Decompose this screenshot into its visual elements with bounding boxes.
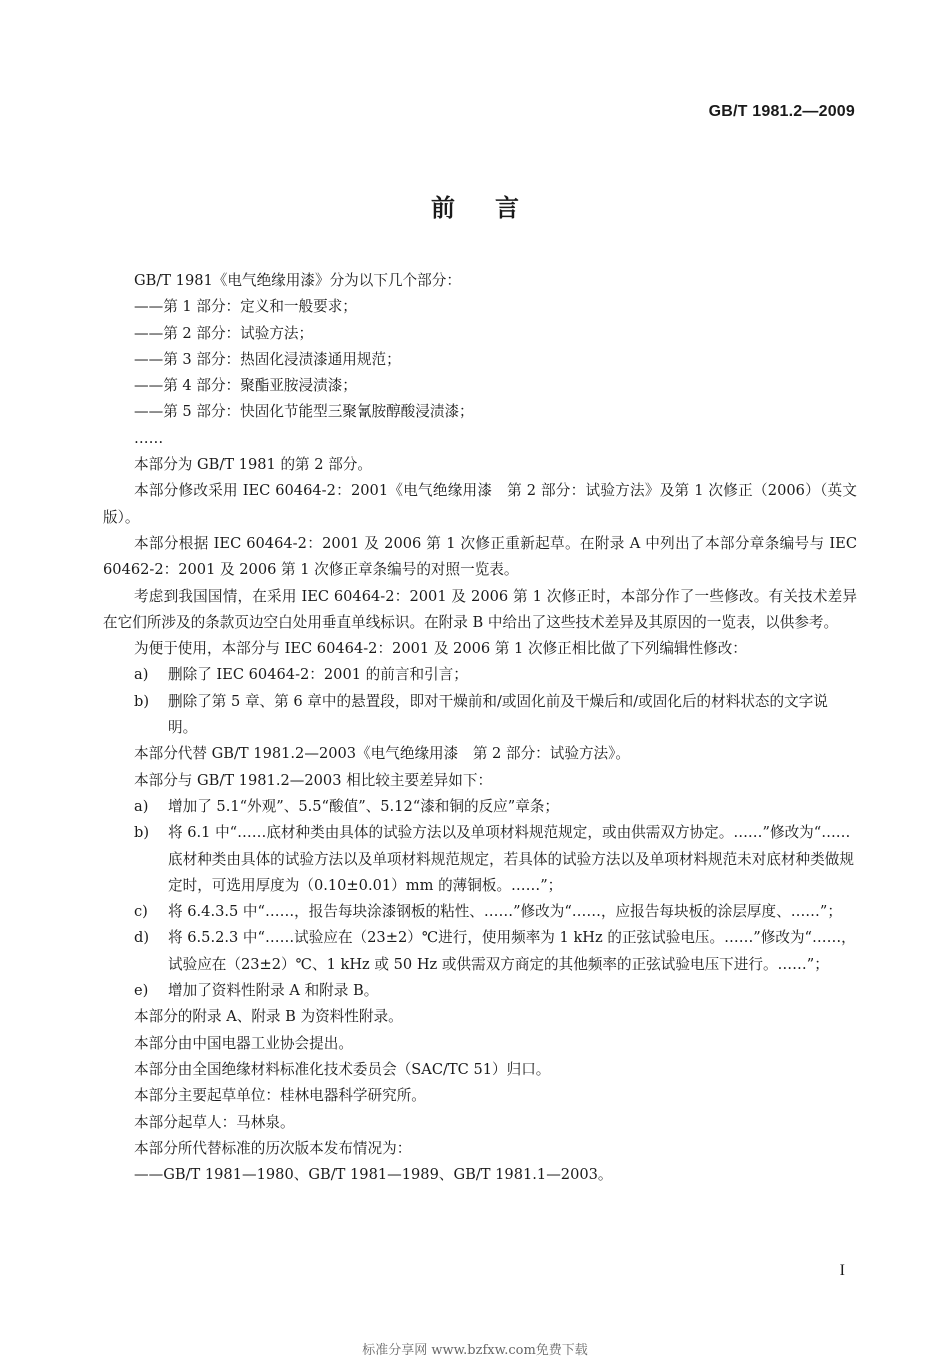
paragraph: 本部分修改采用 IEC 60464-2：2001《电气绝缘用漆 第 2 部分：试验方法》及第 1 次修正（2006）（英文版）。 [103, 482, 857, 526]
item-label: b) [134, 692, 150, 710]
change-item [103, 978, 857, 1004]
page-title: 前言 [431, 194, 559, 222]
item-text: 增加了资料性附录 A 和附录 B。 [168, 982, 379, 1000]
paragraph: 本部分的附录 A、附录 B 为资料性附录。 [134, 1008, 403, 1026]
change-item [103, 794, 857, 820]
part-list-item: ——第 3 部分：热固化浸渍漆通用规范； [134, 350, 401, 368]
item-text: 将 6.4.3.5 中“……，报告每块涂漆钢板的粘性、……”修改为“……，应报告每块板的涂层厚度、……”； [168, 903, 842, 921]
item-label: c) [134, 903, 148, 921]
item-label: a) [134, 666, 149, 684]
item-text: 将 6.5.2.3 中“……试验应在（23±2）℃进行，使用频率为 1 kHz 的正弦试验电压。……”修改为“……，试验应在（23±2）℃、1 kHz 或 50 Hz 或供需双方商定的其他频率的正弦试验电压下进行。……”； [168, 929, 856, 973]
part-list-item: ——第 5 部分：快固化节能型三聚氰胺醇酸浸渍漆； [134, 403, 474, 421]
page-number: I [839, 1262, 845, 1279]
paragraph: 考虑到我国国情，在采用 IEC 60464-2：2001 及 2006 第 1 次修正时，本部分作了一些修改。有关技术差异在它们所涉及的条款页边空白处用垂直单线标识。在附录 B 中给出了这些技术差异及其原因的一览表，以供参考。 [103, 587, 857, 631]
item-label: a) [134, 797, 149, 815]
item-text: 将 6.1 中“……底材种类由具体的试验方法以及单项材料规范规定，或由供需双方协定。……”修改为“……底材种类由具体的试验方法以及单项材料规范规定，若具体的试验方法以及单项材料规范未对底材种类做规定时，可选用厚度为（0.10±0.01）mm 的薄铜板。……”； [168, 824, 854, 894]
item-label: e) [134, 982, 149, 1000]
paragraph: 本部分与 GB/T 1981.2—2003 相比较主要差异如下： [134, 771, 493, 789]
part-list-item: ——第 4 部分：聚酯亚胺浸渍漆； [134, 377, 357, 395]
editorial-item [103, 689, 857, 742]
paragraph: 为便于使用，本部分与 IEC 60464-2：2001 及 2006 第 1 次修正相比做了下列编辑性修改： [134, 640, 747, 658]
paragraph: 本部分由全国绝缘材料标准化技术委员会（SAC/TC 51）归口。 [134, 1060, 551, 1078]
paragraph: 本部分起草人：马林泉。 [134, 1113, 295, 1131]
item-label: b) [134, 824, 150, 842]
part-list-item: ——第 1 部分：定义和一般要求； [134, 298, 357, 316]
paragraph: 本部分代替 GB/T 1981.2—2003《电气绝缘用漆 第 2 部分：试验方法》。 [134, 745, 631, 763]
change-item [103, 899, 857, 925]
footer-watermark: 标准分享网 www.bzfxw.com免费下载 [362, 1343, 588, 1358]
item-text: 删除了 IEC 60464-2：2001 的前言和引言； [168, 666, 468, 684]
ellipsis: …… [134, 429, 164, 447]
paragraph: 本部分由中国电器工业协会提出。 [134, 1034, 353, 1052]
part-list-item: ——第 2 部分：试验方法； [134, 324, 314, 342]
item-text: 删除了第 5 章、第 6 章中的悬置段，即对干燥前和/或固化前及干燥后和/或固化后的材料状态的文字说明。 [168, 692, 828, 737]
standard-code: GB/T 1981.2—2009 [708, 103, 855, 120]
item-label: d) [134, 929, 150, 947]
paragraph: 本部分所代替标准的历次版本发布情况为： [134, 1139, 412, 1157]
history-item: ——GB/T 1981—1980、GB/T 1981—1989、GB/T 1981.1—2003。 [134, 1166, 613, 1184]
foreword-body [103, 268, 857, 1188]
paragraph: 本部分主要起草单位：桂林电器科学研究所。 [134, 1087, 426, 1105]
change-item [103, 925, 857, 978]
paragraph: 本部分根据 IEC 60464-2：2001 及 2006 第 1 次修正重新起草。在附录 A 中列出了本部分章条编号与 IEC 60462-2：2001 及 2006 第 1 次修正章条编号的对照一览表。 [103, 534, 857, 579]
intro-paragraph: GB/T 1981《电气绝缘用漆》分为以下几个部分： [134, 272, 461, 289]
paragraph: 本部分为 GB/T 1981 的第 2 部分。 [134, 456, 372, 474]
change-item [103, 820, 857, 899]
item-text: 增加了 5.1“外观”、5.5“酸值”、5.12“漆和铜的反应”章条； [168, 797, 560, 815]
editorial-item [103, 662, 857, 688]
